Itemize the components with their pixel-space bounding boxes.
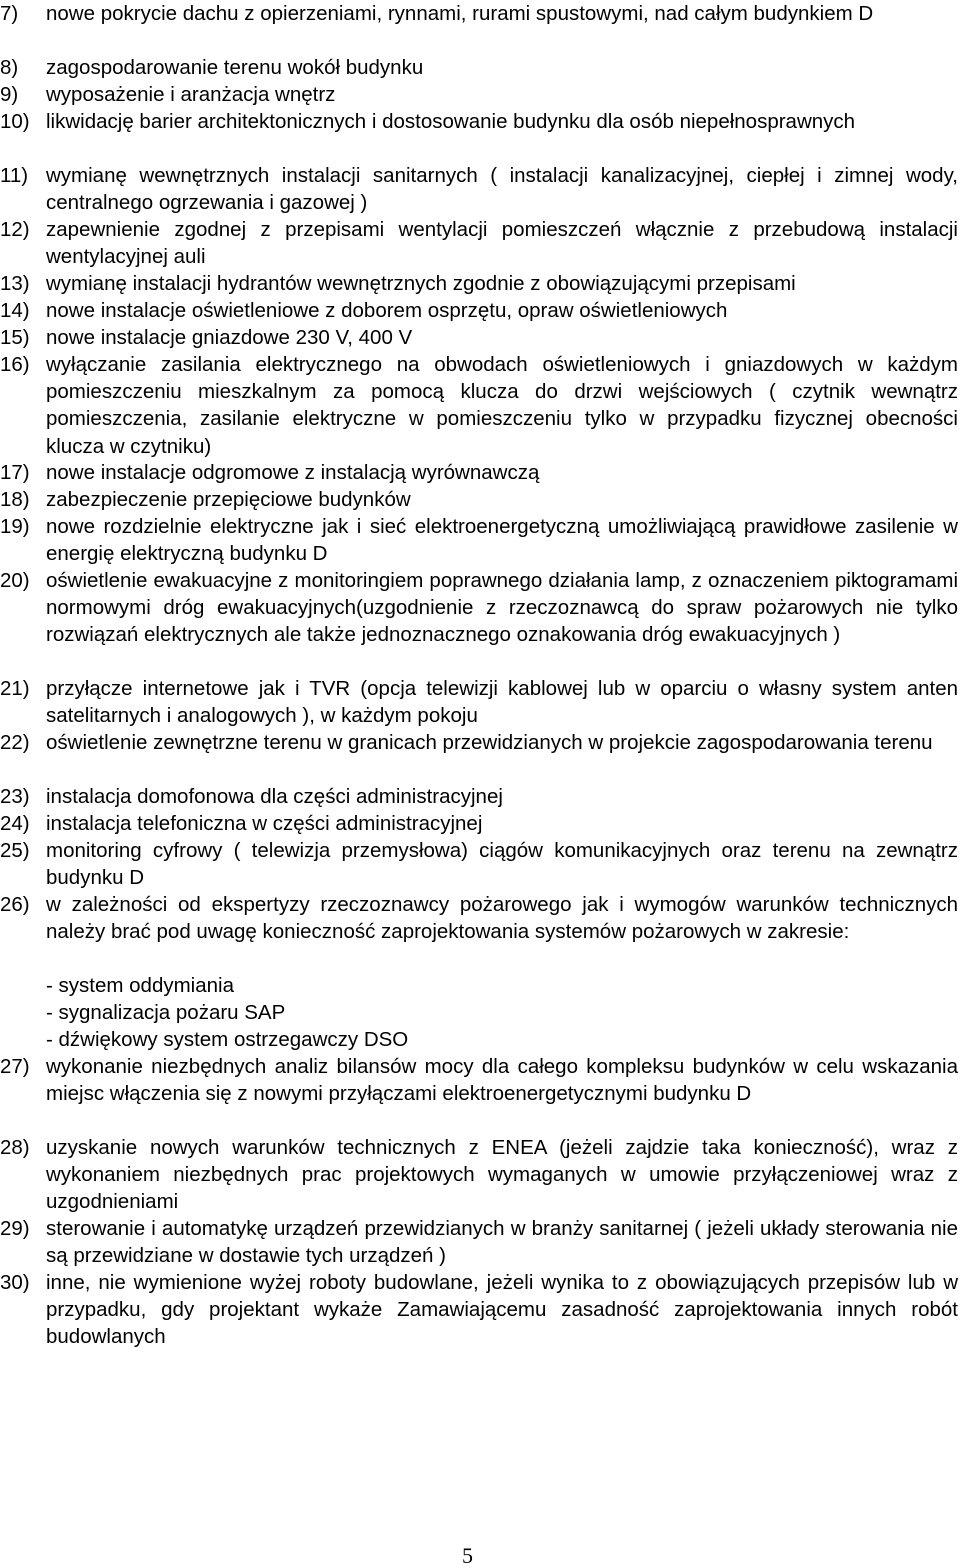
- list-item: [0, 837, 958, 891]
- item-number: 18): [0, 488, 30, 511]
- item-text: nowe pokrycie dachu z opierzeniami, rynnami, rurami spustowymi, nad całym budynkiem D: [46, 2, 874, 25]
- item-number: 26): [0, 893, 30, 916]
- item-text: inne, nie wymienione wyżej roboty budowlane, jeżeli wynika to z obowiązujących przepisów lub w przypadku, gdy projektant wykaże Zamawiającemu zasadność zaprojektowania innych robót budowlanych: [46, 1271, 958, 1349]
- item-text: nowe instalacje oświetleniowe z doborem osprzętu, opraw oświetleniowych: [46, 299, 728, 322]
- list-item: [0, 1215, 958, 1269]
- list-item: [0, 216, 958, 270]
- item-number: 10): [0, 110, 30, 133]
- list-item: [0, 324, 958, 351]
- item-text: monitoring cyfrowy ( telewizja przemysłowa) ciągów komunikacyjnych oraz terenu na zewnątrz budynku D: [46, 839, 958, 890]
- item-text: wymianę instalacji hydrantów wewnętrznych zgodnie z obowiązującymi przepisami: [46, 272, 796, 295]
- item-text: zagospodarowanie terenu wokół budynku: [46, 56, 424, 79]
- item-number: 19): [0, 515, 30, 538]
- item-text: w zależności od ekspertyzy rzeczoznawcy pożarowego jak i wymogów warunków technicznych należy brać pod uwagę konieczność zaprojektowania systemów pożarowych w zakresie:: [46, 893, 958, 944]
- list-item: [0, 675, 958, 729]
- list-item: [0, 162, 958, 216]
- list-item: [0, 81, 958, 108]
- item-number: 23): [0, 785, 30, 808]
- list-item: [0, 891, 958, 945]
- item-text: instalacja domofonowa dla części administracyjnej: [46, 785, 503, 808]
- item-number: 11): [0, 164, 29, 187]
- item-text: wykonanie niezbędnych analiz bilansów mocy dla całego kompleksu budynków w celu wskazania miejsc włączenia się z nowymi przyłączami elektroenergetycznymi budynku D: [46, 1055, 958, 1106]
- sub-list-item: - system oddymiania: [46, 974, 234, 997]
- list-item: [0, 513, 958, 567]
- item-number: 30): [0, 1271, 30, 1294]
- list-item: [0, 1053, 958, 1107]
- list-item: [0, 729, 958, 756]
- list-item: [0, 54, 958, 81]
- list-item: [0, 297, 958, 324]
- item-text: wyposażenie i aranżacja wnętrz: [46, 83, 336, 106]
- item-text: nowe rozdzielnie elektryczne jak i sieć elektroenergetyczną umożliwiającą prawidłowe zasilenie w energię elektryczną budynku D: [46, 515, 958, 566]
- item-text: uzyskanie nowych warunków technicznych z ENEA (jeżeli zajdzie taka konieczność), wraz z wykonaniem niezbędnych prac projektowych wymaganych w umowie przyłączeniowej wraz z uzgodnieniami: [46, 1136, 958, 1214]
- list-item: [0, 351, 958, 460]
- list-item: [0, 459, 958, 486]
- item-number: 9): [0, 83, 19, 106]
- item-text: sterowanie i automatykę urządzeń przewidzianych w branży sanitarnej ( jeżeli układy sterowania nie są przewidziane w dostawie tych urządzeń ): [46, 1217, 958, 1268]
- item-text: likwidację barier architektonicznych i dostosowanie budynku dla osób niepełnosprawnych: [46, 110, 856, 133]
- item-text: oświetlenie zewnętrzne terenu w granicach przewidzianych w projekcie zagospodarowania terenu: [46, 731, 933, 754]
- list-item: [0, 783, 958, 810]
- list-item: [0, 567, 958, 649]
- item-number: 29): [0, 1217, 30, 1240]
- sub-list-item: - dźwiękowy system ostrzegawczy DSO: [46, 1028, 409, 1051]
- list-item: [0, 108, 958, 135]
- list-item: [0, 810, 958, 837]
- item-text: zapewnienie zgodnej z przepisami wentylacji pomieszczeń włącznie z przebudową instalacji wentylacyjnej auli: [46, 218, 958, 269]
- item-text: wyłączanie zasilania elektrycznego na obwodach oświetleniowych i gniazdowych w każdym pomieszczeniu mieszkalnym za pomocą klucza do drzwi wejściowych ( czytnik wewnątrz pomieszczenia, zasilanie elektryczne w pomieszczeniu tylko w przypadku fizycznej obecności klucza w czytniku): [46, 353, 958, 458]
- sub-list-item: - sygnalizacja pożaru SAP: [46, 1001, 286, 1024]
- item-number: 17): [0, 461, 30, 484]
- item-number: 24): [0, 812, 30, 835]
- item-number: 28): [0, 1136, 30, 1159]
- item-number: 15): [0, 326, 30, 349]
- item-text: oświetlenie ewakuacyjne z monitoringiem poprawnego działania lamp, z oznaczeniem piktogramami normowymi dróg ewakuacyjnych(uzgodnienie z rzeczoznawcą do spraw pożarowych nie tylko rozwiązań elektrycznych ale także jednoznacznego oznakowania dróg ewakuacyjnych ): [46, 569, 958, 647]
- item-number: 8): [0, 56, 19, 79]
- list-item: [0, 270, 958, 297]
- list-item: [0, 0, 958, 27]
- item-number: 25): [0, 839, 30, 862]
- list-item: [0, 486, 958, 513]
- item-number: 27): [0, 1055, 30, 1078]
- item-number: 14): [0, 299, 30, 322]
- item-number: 20): [0, 569, 30, 592]
- item-text: wymianę wewnętrznych instalacji sanitarnych ( instalacji kanalizacyjnej, ciepłej i zimnej wody, centralnego ogrzewania i gazowej ): [46, 164, 958, 215]
- list-item: [0, 1269, 958, 1351]
- item-number: 16): [0, 353, 30, 376]
- item-number: 22): [0, 731, 30, 754]
- item-text: przyłącze internetowe jak i TVR (opcja telewizji kablowej lub w oparciu o własny system anten satelitarnych i analogowych ), w każdym pokoju: [46, 677, 958, 728]
- item-text: nowe instalacje gniazdowe 230 V, 400 V: [46, 326, 413, 349]
- item-text: zabezpieczenie przepięciowe budynków: [46, 488, 411, 511]
- item-number: 21): [0, 677, 30, 700]
- page-number: 5: [462, 1543, 473, 1568]
- item-text: nowe instalacje odgromowe z instalacją wyrównawczą: [46, 461, 540, 484]
- list-item: [0, 1134, 958, 1216]
- item-number: 7): [0, 2, 19, 25]
- item-number: 13): [0, 272, 30, 295]
- item-number: 12): [0, 218, 30, 241]
- item-text: instalacja telefoniczna w części administracyjnej: [46, 812, 483, 835]
